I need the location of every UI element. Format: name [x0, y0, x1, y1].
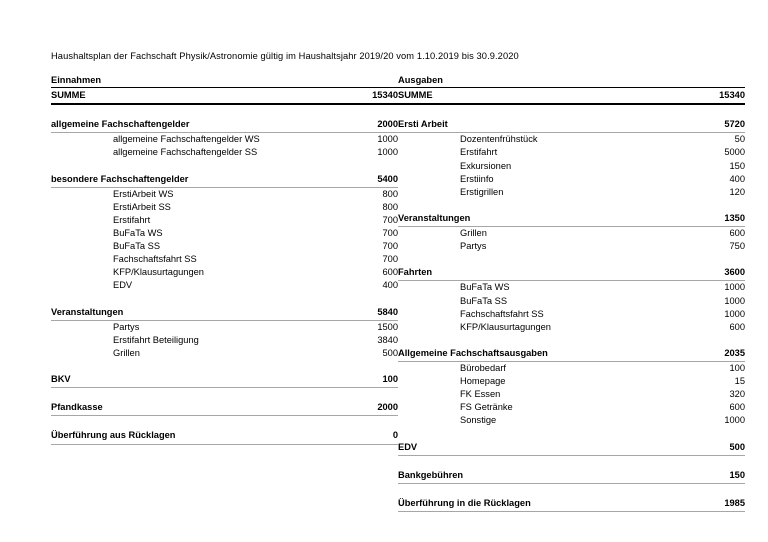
spacer-row [398, 483, 745, 497]
line-item-label: Homepage [460, 376, 506, 387]
income-groups-body [51, 104, 398, 444]
line-item-value: 1000 [724, 295, 745, 306]
line-item-value: 800 [382, 188, 398, 199]
line-item-label: KFP/Klausurtagungen [460, 321, 551, 332]
spacer-row [398, 427, 745, 440]
line-item-row [398, 186, 745, 199]
category-value: 5720 [679, 118, 745, 133]
category-value: 1350 [679, 212, 745, 227]
line-item-label: Grillen [460, 228, 487, 239]
line-item-value: 1000 [724, 308, 745, 319]
line-item-row [398, 133, 745, 147]
line-item-label: FK Essen [460, 389, 501, 400]
line-item-row [398, 321, 745, 334]
line-item-row [398, 295, 745, 308]
income-summe-row [51, 88, 398, 105]
category-row [398, 212, 745, 227]
category-label: BKV [51, 373, 332, 388]
category-value: 150 [679, 469, 745, 484]
line-item-row [51, 201, 398, 214]
line-item-value: 100 [729, 362, 745, 373]
income-band-row [51, 74, 398, 88]
line-item-label: Exkursionen [460, 160, 512, 171]
category-label: Veranstaltungen [398, 212, 679, 227]
income-band-spacer [332, 74, 398, 88]
line-item-row [51, 146, 398, 159]
total-row [398, 469, 745, 484]
spacer-row [51, 160, 398, 173]
line-item-label: allgemeine Fachschaftengelder WS [113, 134, 260, 145]
spacer-row [51, 388, 398, 402]
total-row [398, 497, 745, 512]
line-item-label: Erstifahrt [113, 214, 151, 225]
line-item-row [398, 361, 745, 375]
line-item-row [51, 227, 398, 240]
spacer-row [51, 104, 398, 118]
expenses-band-label: Ausgaben [398, 75, 443, 85]
spacer-cell [398, 104, 745, 118]
line-item-value: 320 [729, 389, 745, 400]
spacer-row [398, 104, 745, 118]
line-item-value: 800 [382, 201, 398, 212]
spacer-row [398, 253, 745, 266]
income-summe-label: SUMME [51, 88, 332, 105]
spacer-row [398, 199, 745, 212]
income-table [51, 74, 398, 445]
category-row [398, 118, 745, 133]
category-row [398, 347, 745, 362]
spacer-cell [398, 334, 745, 347]
category-row [398, 266, 745, 281]
line-item-row [398, 227, 745, 241]
line-item-row [51, 187, 398, 201]
category-label: Veranstaltungen [51, 306, 332, 321]
line-item-row [51, 347, 398, 360]
spacer-cell [51, 388, 398, 402]
line-item-label: BuFaTa WS [460, 282, 510, 293]
category-row [51, 173, 398, 188]
spacer-cell [398, 455, 745, 469]
category-value: 2000 [332, 401, 398, 416]
category-value: 5840 [332, 306, 398, 321]
line-item-label: Dozentenfrühstück [460, 134, 538, 145]
category-label: Allgemeine Fachschaftsausgaben [398, 347, 679, 362]
category-label: Pfandkasse [51, 401, 332, 416]
spacer-cell [398, 427, 745, 440]
line-item-label: BuFaTa WS [113, 228, 163, 239]
line-item-row [398, 388, 745, 401]
spacer-row [51, 293, 398, 306]
spacer-cell [398, 483, 745, 497]
category-label: allgemeine Fachschaftengelder [51, 118, 332, 133]
line-item-value: 50 [734, 134, 745, 145]
line-item-row [398, 240, 745, 253]
total-row [51, 429, 398, 444]
line-item-row [51, 266, 398, 279]
expenses-column [398, 74, 745, 512]
total-row [398, 441, 745, 456]
line-item-label: Erstigrillen [460, 186, 504, 197]
line-item-label: Sonstige [460, 415, 497, 426]
category-row [51, 118, 398, 133]
ledger-two-columns [51, 74, 745, 512]
line-item-value: 600 [729, 321, 745, 332]
line-item-value: 750 [729, 241, 745, 252]
line-item-value: 1000 [377, 147, 398, 158]
line-item-value: 5000 [724, 147, 745, 158]
category-value: 2000 [332, 118, 398, 133]
line-item-row [398, 375, 745, 388]
income-table-body [51, 74, 398, 104]
page-title: Haushaltsplan der Fachschaft Physik/Astronomie gültig im Haushaltsjahr 2019/20 vom 1.10.2019 bis 30.9.2020 [51, 51, 519, 61]
spacer-cell [398, 199, 745, 212]
spacer-cell [51, 360, 398, 373]
line-item-value: 1500 [377, 321, 398, 332]
line-item-label: Partys [460, 241, 487, 252]
spacer-cell [398, 253, 745, 266]
category-value: 0 [332, 429, 398, 444]
line-item-label: Fachschaftsfahrt SS [460, 308, 544, 319]
line-item-row [398, 146, 745, 159]
expenses-table [398, 74, 745, 512]
line-item-row [51, 133, 398, 147]
income-column [51, 74, 398, 512]
category-value: 5400 [332, 173, 398, 188]
spacer-row [398, 455, 745, 469]
line-item-value: 15 [734, 376, 745, 387]
category-label: Überführung aus Rücklagen [51, 429, 332, 444]
spacer-cell [51, 104, 398, 118]
category-value: 1985 [679, 497, 745, 512]
expenses-summe-row [398, 88, 745, 105]
total-row [51, 401, 398, 416]
spacer-cell [51, 293, 398, 306]
line-item-label: Fachschaftsfahrt SS [113, 254, 197, 265]
line-item-value: 400 [382, 280, 398, 291]
expenses-band-spacer [679, 74, 745, 88]
line-item-row [398, 308, 745, 321]
spacer-cell [51, 416, 398, 430]
line-item-label: Erstifahrt [460, 147, 498, 158]
line-item-value: 150 [729, 160, 745, 171]
line-item-row [51, 334, 398, 347]
line-item-row [51, 279, 398, 292]
line-item-row [51, 240, 398, 253]
line-item-value: 700 [382, 228, 398, 239]
line-item-label: KFP/Klausurtagungen [113, 267, 204, 278]
line-item-row [398, 173, 745, 186]
line-item-value: 600 [382, 267, 398, 278]
line-item-row [51, 253, 398, 266]
line-item-value: 3840 [377, 334, 398, 345]
line-item-label: BuFaTa SS [460, 295, 508, 306]
line-item-label: BuFaTa SS [113, 241, 161, 252]
line-item-row [51, 214, 398, 227]
category-label: EDV [398, 441, 679, 456]
line-item-value: 700 [382, 214, 398, 225]
line-item-value: 1000 [377, 134, 398, 145]
line-item-value: 700 [382, 254, 398, 265]
line-item-label: Partys [113, 321, 140, 332]
line-item-row [51, 320, 398, 334]
line-item-label: Erstifahrt Beteiligung [113, 334, 199, 345]
line-item-row [398, 281, 745, 295]
category-value: 2035 [679, 347, 745, 362]
line-item-value: 500 [382, 347, 398, 358]
line-item-label: Bürobedarf [460, 362, 506, 373]
line-item-label: FS Getränke [460, 402, 513, 413]
category-label: besondere Fachschaftengelder [51, 173, 332, 188]
line-item-row [398, 401, 745, 414]
category-label: Überführung in die Rücklagen [398, 497, 679, 512]
spacer-row [51, 360, 398, 373]
category-row [51, 306, 398, 321]
spacer-row [398, 334, 745, 347]
category-label: Bankgebühren [398, 469, 679, 484]
category-value: 100 [332, 373, 398, 388]
line-item-label: allgemeine Fachschaftengelder SS [113, 147, 258, 158]
line-item-value: 120 [729, 186, 745, 197]
category-value: 500 [679, 441, 745, 456]
line-item-value: 600 [729, 228, 745, 239]
expenses-table-body [398, 74, 745, 104]
expenses-band-row [398, 74, 745, 88]
line-item-value: 1000 [724, 415, 745, 426]
category-label: Fahrten [398, 266, 679, 281]
line-item-label: EDV [113, 280, 133, 291]
category-value: 3600 [679, 266, 745, 281]
line-item-value: 400 [729, 173, 745, 184]
category-label: Ersti Arbeit [398, 118, 679, 133]
line-item-label: ErstiArbeit WS [113, 188, 174, 199]
income-summe-value: 15340 [332, 88, 398, 105]
line-item-label: Grillen [113, 347, 140, 358]
expenses-summe-label: SUMME [398, 88, 679, 105]
total-row [51, 373, 398, 388]
spacer-cell [51, 160, 398, 173]
line-item-value: 700 [382, 241, 398, 252]
income-band-label: Einnahmen [51, 75, 102, 85]
line-item-label: Erstiinfo [460, 173, 494, 184]
expenses-summe-value: 15340 [679, 88, 745, 105]
line-item-value: 1000 [724, 282, 745, 293]
line-item-row [398, 160, 745, 173]
spacer-row [51, 416, 398, 430]
line-item-label: ErstiArbeit SS [113, 201, 171, 212]
line-item-value: 600 [729, 402, 745, 413]
expenses-groups-body [398, 104, 745, 511]
line-item-row [398, 414, 745, 427]
